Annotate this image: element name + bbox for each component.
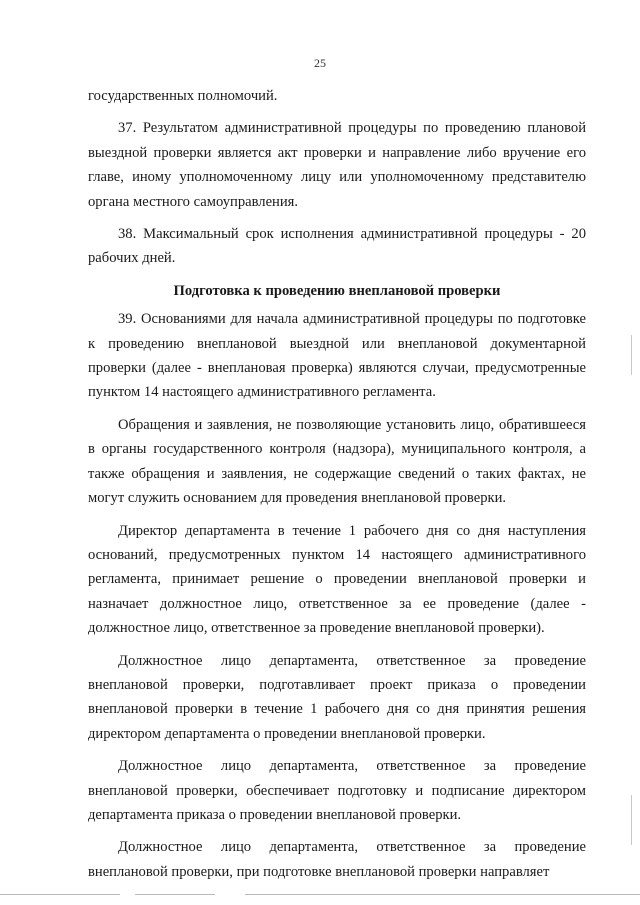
paragraph-appeals: Обращения и заявления, не позволяющие установить лицо, обратившееся в органы государственного контроля (надзора), муниципального контроля, а также обращения и заявления, не содержащие сведений о таких фактах, не могут служить основанием для проведения внеплановой проверки. (88, 416, 586, 507)
paragraph-preparation: Должностное лицо департамента, ответственное за проведение внеплановой проверки, при подготовке внеплановой проверки направляет (88, 839, 586, 880)
section-heading: Подготовка к проведению внеплановой проверки (173, 282, 501, 299)
page-number: 25 (314, 56, 326, 70)
document-body (88, 84, 586, 892)
paragraph-order-signing: Должностное лицо департамента, ответственное за проведение внеплановой проверки, обеспечивает подготовку и подписание директором департамента приказа о проведении внеплановой проверки. (88, 758, 586, 823)
paragraph-director-decision: Директор департамента в течение 1 рабочего дня со дня наступления оснований, предусмотренных пунктом 14 настоящего административного регламента, принимает решение о проведении внеплановой проверки и назначает должностное лицо, ответственное за ее проведение (далее - должностное лицо, ответственное за проведение внеплановой проверки). (88, 522, 586, 637)
paragraph-37: 37. Результатом административной процедуры по проведению плановой выездной проверки является акт проверки и направление либо вручение его главе, иному уполномоченному лицу или уполномоченному представителю органа местного самоуправления. (88, 120, 586, 210)
scan-edge-line (0, 894, 640, 895)
scan-margin-mark (631, 795, 632, 845)
paragraph-order-draft: Должностное лицо департамента, ответственное за проведение внеплановой проверки, подготавливает проект приказа о проведении внеплановой проверки в течение 1 рабочего дня со дня принятия решения директором департамента о проведении внеплановой проверки. (88, 652, 586, 742)
paragraph-38: 38. Максимальный срок исполнения административной процедуры - 20 рабочих дней. (88, 226, 586, 267)
paragraph-continuation: государственных полномочий. (88, 88, 278, 104)
paragraph-39: 39. Основаниями для начала административной процедуры по подготовке к проведению внеплановой выездной или внеплановой документарной проверки (далее - внеплановая проверка) являются случаи, предусмотренные пунктом 14 настоящего административного регламента. (88, 311, 586, 401)
scan-margin-mark (631, 335, 632, 375)
